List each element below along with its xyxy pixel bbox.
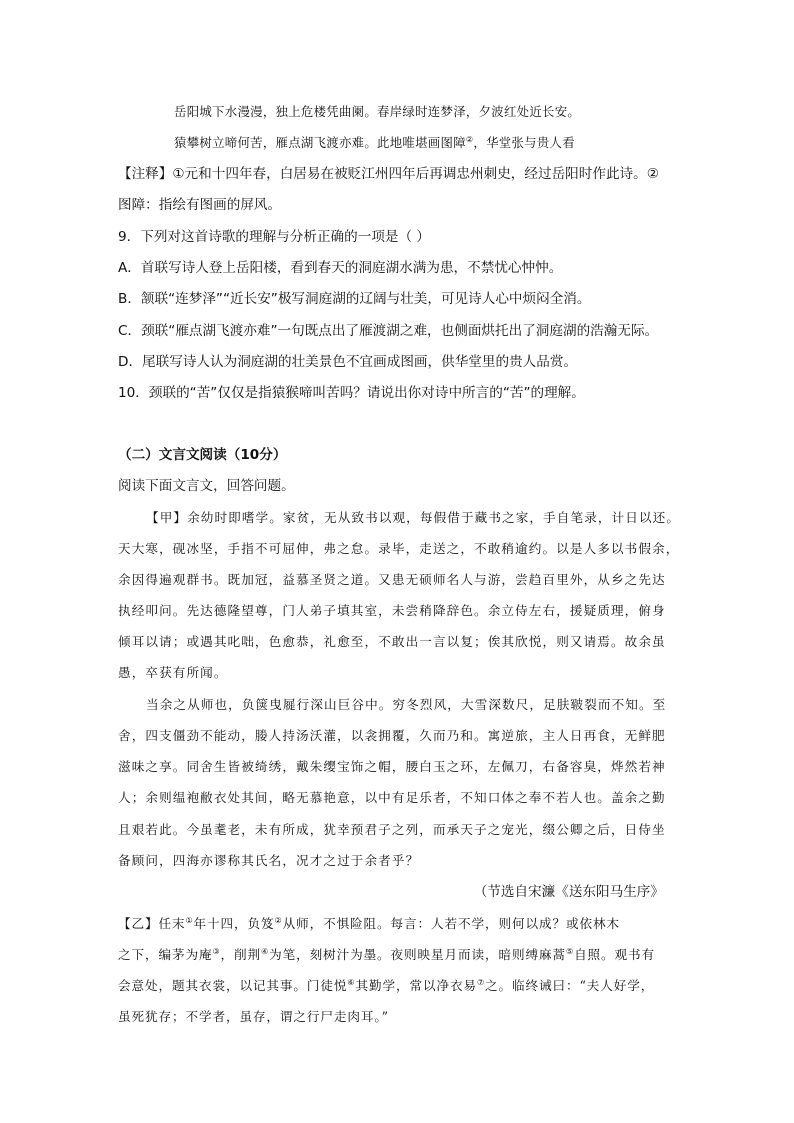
jia-p2-line-4: 人；余则缊袍敝衣处其间，略无慕艳意，以中有足乐者，不知口体之奉不若人也。盖余之勤 (118, 790, 666, 805)
notes-line-1: 【注释】①元和十四年春，白居易在被贬江州四年后再调忠州刺史，经过岳阳时作此诗。② (118, 166, 659, 182)
jia-p1-line-5: 倾耳以请；或遇其叱咄，色愈恭，礼愈至，不敢出一言以复；俟其欣悦，则又请焉。故余虽 (118, 634, 666, 649)
passage-text: 虽死犹存；不学者，虽存，谓之行尸走肉耳。” (118, 1009, 389, 1024)
poem-line-1: 岳阳城下水漫漫，独上危楼凭曲阑。春岸绿时连梦泽，夕波红处近长安。 (174, 104, 581, 119)
question-9-option-d: D．尾联写诗人认为洞庭湖的壮美景色不宜画成图画，供华堂里的贵人品赏。 (118, 354, 578, 370)
passage-text: 从师，不惧险阻。每言：人若不学，则何以成？或依林木 (282, 916, 620, 931)
poem-line-2-tail: ，华堂张与贵人看 (473, 135, 575, 150)
jia-p1-line-4: 执经叩问。先达德隆望尊，门人弟子填其室，未尝稍降辞色。余立侍左右，援疑质理，俯身 (118, 603, 666, 618)
jia-p1-line-2: 天大寒，砚冰坚，手指不可屈伸，弗之怠。录毕，走送之，不敢稍逾约。以是人多以书假余， (118, 541, 680, 556)
question-9-option-a: A．首联写诗人登上岳阳楼，看到春天的洞庭湖水满为患，不禁忧心忡忡。 (118, 260, 563, 276)
passage-text: 会意处，题其衣裳，以记其事。门徒悦 (118, 978, 348, 993)
source-citation: （节选自宋濂《送东阳马生序》 (473, 884, 664, 900)
poem-line-2 (174, 133, 575, 153)
jia-p2-line-3: 滋味之享。同舍生皆被绮绣，戴朱缨宝饰之帽，腰白玉之环，左佩刀，右备容臭，烨然若神 (118, 759, 666, 774)
jia-p2-line-1: 当余之从师也，负箧曳屣行深山巨谷中。穷冬烈风，大雪深数尺，足肤皲裂而不知。至 (146, 697, 667, 712)
section-2-instruction: 阅读下面文言文，回答问题。 (118, 478, 295, 494)
question-9-stem: 9．下列对这首诗歌的理解与分析正确的一项是（ ） (118, 229, 431, 245)
yi-line-2 (118, 945, 655, 965)
passage-text: 之。临终诫曰：“夫人好学， (485, 978, 655, 993)
question-9-option-c: C．颈联“雁点湖飞渡亦难”一句既点出了雁渡湖之难，也侧面烘托出了洞庭湖的浩瀚无际。 (118, 323, 659, 339)
footnote-marker: ② (274, 915, 283, 925)
yi-line-3 (118, 976, 654, 996)
notes-line-2: 图障：指绘有图画的屏风。 (118, 197, 282, 213)
passage-text: 【乙】任末 (118, 916, 186, 931)
footnote-marker: ③ (212, 946, 221, 956)
jia-p1-line-3: 余因得遍观群书。既加冠，益慕圣贤之道。又患无硕师名人与游，尝趋百里外，从乡之先达 (118, 572, 666, 587)
jia-p1-line-6: 愚，卒获有所闻。 (118, 665, 228, 680)
poem-line-2-text: 猿攀树立啼何苦，雁点湖飞渡亦难。此地唯堪画图障 (174, 135, 466, 150)
question-9-option-b: B．颔联“连梦泽”“近长安”极写洞庭湖的辽阔与壮美，可见诗人心中烦闷全消。 (118, 291, 591, 307)
footnote-marker: ⑥ (347, 977, 356, 987)
footnote-marker: ④ (261, 946, 270, 956)
yi-line-4 (118, 1007, 389, 1027)
jia-p1-line-1: 【甲】余幼时即嗜学。家贫，无从致书以观，每假借于藏书之家，手自笔录，计日以还。 (146, 510, 681, 525)
passage-text: 其勤学，常以净衣易 (355, 978, 477, 993)
footnote-marker: ① (185, 915, 194, 925)
footnote-marker: ⑤ (565, 946, 575, 956)
jia-p2-line-5: 且艰若此。今虽耄老，未有所成，犹幸预君子之列，而承天子之宠光，缀公卿之后，日侍坐 (118, 822, 666, 837)
passage-text: 自照。观书有 (574, 947, 656, 962)
question-10: 10．颈联的“苦”仅仅是指猿猴啼叫苦吗？请说出你对诗中所言的“苦”的理解。 (118, 385, 585, 401)
jia-p2-line-6: 备顾问，四海亦谬称其氏名，况才之过于余者乎？ (118, 853, 420, 868)
passage-text: 之下，编茅为庵 (118, 947, 213, 962)
passage-text: 年十四，负笈 (193, 916, 275, 931)
jia-p2-line-2: 舍，四支僵劲不能动，媵人持汤沃灌，以衾拥覆，久而乃和。寓逆旅，主人日再食，无鲜肥 (118, 728, 666, 743)
footnote-marker: ⑦ (476, 977, 486, 987)
section-2-title: （二）文言文阅读（10分） (118, 447, 287, 463)
yi-line-1 (118, 914, 620, 934)
footnote-marker: ② (465, 134, 474, 144)
passage-text: ，削荆 (220, 947, 262, 962)
passage-text: 为笔，刻树汁为墨。夜则映星月而读，暗则缚麻蒿 (269, 947, 566, 962)
